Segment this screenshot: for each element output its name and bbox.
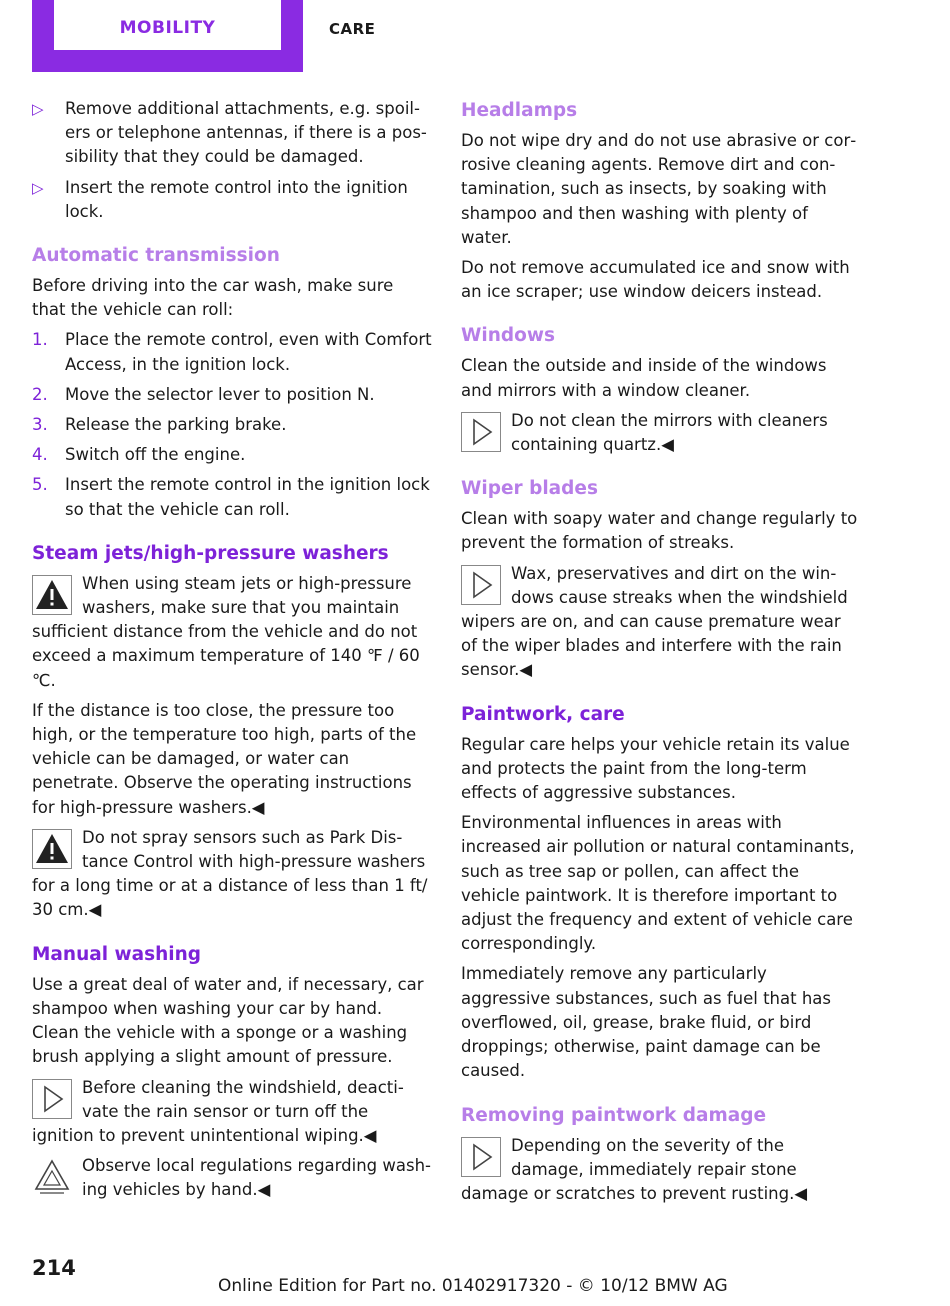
bullet-text: Insert the remote control into the ignition lock. xyxy=(65,177,408,221)
note-triangle-icon xyxy=(32,1079,72,1119)
paragraph: Clean the outside and inside of the windows and mirrors with a window cleaner. xyxy=(461,356,827,400)
step-text: Insert the remote control in the ignition lock so that the vehicle can roll. xyxy=(65,475,430,519)
edition-footer: Online Edition for Part no. 01402917320 - © 10/12 BMW AG xyxy=(218,1276,728,1296)
note-text: Observe local regulations regarding washing vehicles by hand.◀ xyxy=(82,1156,432,1200)
step-item xyxy=(32,413,432,437)
bullet-triangle-icon: ▷ xyxy=(32,178,44,197)
info-note xyxy=(32,1076,432,1149)
step-item xyxy=(32,383,432,407)
note-text: Wax, preservatives and dirt on the windows cause streaks when the windshield wipers are on, and can cause premature wear of the wiper blades and interfere with the rain sensor.◀ xyxy=(461,563,848,680)
step-number: 3. xyxy=(32,415,48,435)
recycle-icon xyxy=(32,1157,72,1197)
note-triangle-icon xyxy=(461,565,501,605)
step-item xyxy=(32,443,432,467)
warning-text: When using steam jets or high-pressure washers, make sure that you maintain sufficient distance from the vehicle and do not exceed a maximum temperature of 140 ℉ / 60 ℃. xyxy=(32,573,420,690)
paragraph: Immediately remove any particularly aggressive substances, such as fuel that has overflowed, oil, grease, brake fluid, or bird droppings; otherwise, paint damage can be caused. xyxy=(461,964,831,1081)
warning-icon xyxy=(32,575,72,615)
info-note xyxy=(461,409,861,457)
section-title-wiper-blades: Wiper blades xyxy=(461,478,598,500)
paragraph: If the distance is too close, the pressure too high, or the temperature too high, parts of the vehicle can be damaged, or water can penetrate. Observe the operating instructions for high-pressure washers.◀ xyxy=(32,700,417,817)
note-triangle-icon xyxy=(461,412,501,452)
note-triangle-icon xyxy=(461,1137,501,1177)
note-text: Do not clean the mirrors with cleaners containing quartz.◀ xyxy=(511,410,828,455)
paragraph: Use a great deal of water and, if necessary, car shampoo when washing your car by hand. Clean the vehicle with a sponge or a washing brush applying a slight amount of pressure. xyxy=(32,974,424,1067)
step-text: Place the remote control, even with Comfort Access, in the ignition lock. xyxy=(65,330,432,374)
section-title-steam-jets: Steam jets/high-pressure washers xyxy=(32,542,389,564)
warning-note xyxy=(32,572,432,693)
paragraph: Environmental influences in areas with increased air pollution or natural contaminants, such as tree sap or pollen, can affect the vehicle paintwork. It is therefore important to adjust the frequency and extent of vehicle care correspondingly. xyxy=(461,813,855,954)
section-title-removing-paintwork-damage: Removing paintwork damage xyxy=(461,1104,767,1126)
step-number: 4. xyxy=(32,445,48,465)
bullet-triangle-icon: ▷ xyxy=(32,100,44,118)
step-number: 2. xyxy=(32,384,48,404)
left-column xyxy=(32,97,432,1209)
mobility-tab-label: MOBILITY xyxy=(54,0,281,50)
section-title-windows: Windows xyxy=(461,325,555,347)
step-text: Move the selector lever to position N. xyxy=(65,384,375,404)
warning-text: Do not spray sensors such as Park Distance Control with high-pressure washers for a long time or at a distance of less than 1 ft/ 30 cm.◀ xyxy=(32,827,428,920)
step-text: Switch off the engine. xyxy=(65,445,246,465)
note-text: Depending on the severity of the damage, immediately repair stone damage or scratches to prevent rusting.◀ xyxy=(461,1135,808,1203)
environment-note xyxy=(32,1154,432,1202)
page-number: 214 xyxy=(32,1256,76,1280)
right-column xyxy=(461,97,861,1212)
paragraph: Do not remove accumulated ice and snow with an ice scraper; use window deicers instead. xyxy=(461,258,850,302)
step-number: 5. xyxy=(32,475,48,495)
paragraph: Before driving into the car wash, make sure that the vehicle can roll: xyxy=(32,276,394,320)
warning-icon xyxy=(32,829,72,869)
step-text: Release the parking brake. xyxy=(65,415,287,435)
section-title-headlamps: Headlamps xyxy=(461,100,578,121)
warning-note xyxy=(32,826,432,923)
care-tab[interactable]: CARE xyxy=(329,20,376,38)
step-item xyxy=(32,473,432,521)
section-title-paintwork-care: Paintwork, care xyxy=(461,703,625,725)
mobility-tab[interactable] xyxy=(32,0,303,72)
list-item xyxy=(32,176,432,224)
list-item xyxy=(32,97,432,170)
paragraph: Do not wipe dry and do not use abrasive or corrosive cleaning agents. Remove dirt and contamination, such as insects, by soaking with shampoo and then washing with plenty of water. xyxy=(461,131,857,247)
paragraph: Regular care helps your vehicle retain its value and protects the paint from the long-term effects of aggressive substances. xyxy=(461,734,850,803)
bullet-text: Remove additional attachments, e.g. spoilers or telephone antennas, if there is a possibility that they could be damaged. xyxy=(65,99,427,167)
paragraph: Clean with soapy water and change regularly to prevent the formation of streaks. xyxy=(461,509,858,553)
note-text: Before cleaning the windshield, deactivate the rain sensor or turn off the ignition to prevent unintentional wiping.◀ xyxy=(32,1077,404,1145)
step-item xyxy=(32,328,432,376)
step-number: 1. xyxy=(32,330,48,350)
section-title-automatic-transmission: Automatic transmission xyxy=(32,245,280,267)
section-title-manual-washing: Manual washing xyxy=(32,943,202,965)
info-note xyxy=(461,562,861,683)
info-note xyxy=(461,1134,861,1207)
